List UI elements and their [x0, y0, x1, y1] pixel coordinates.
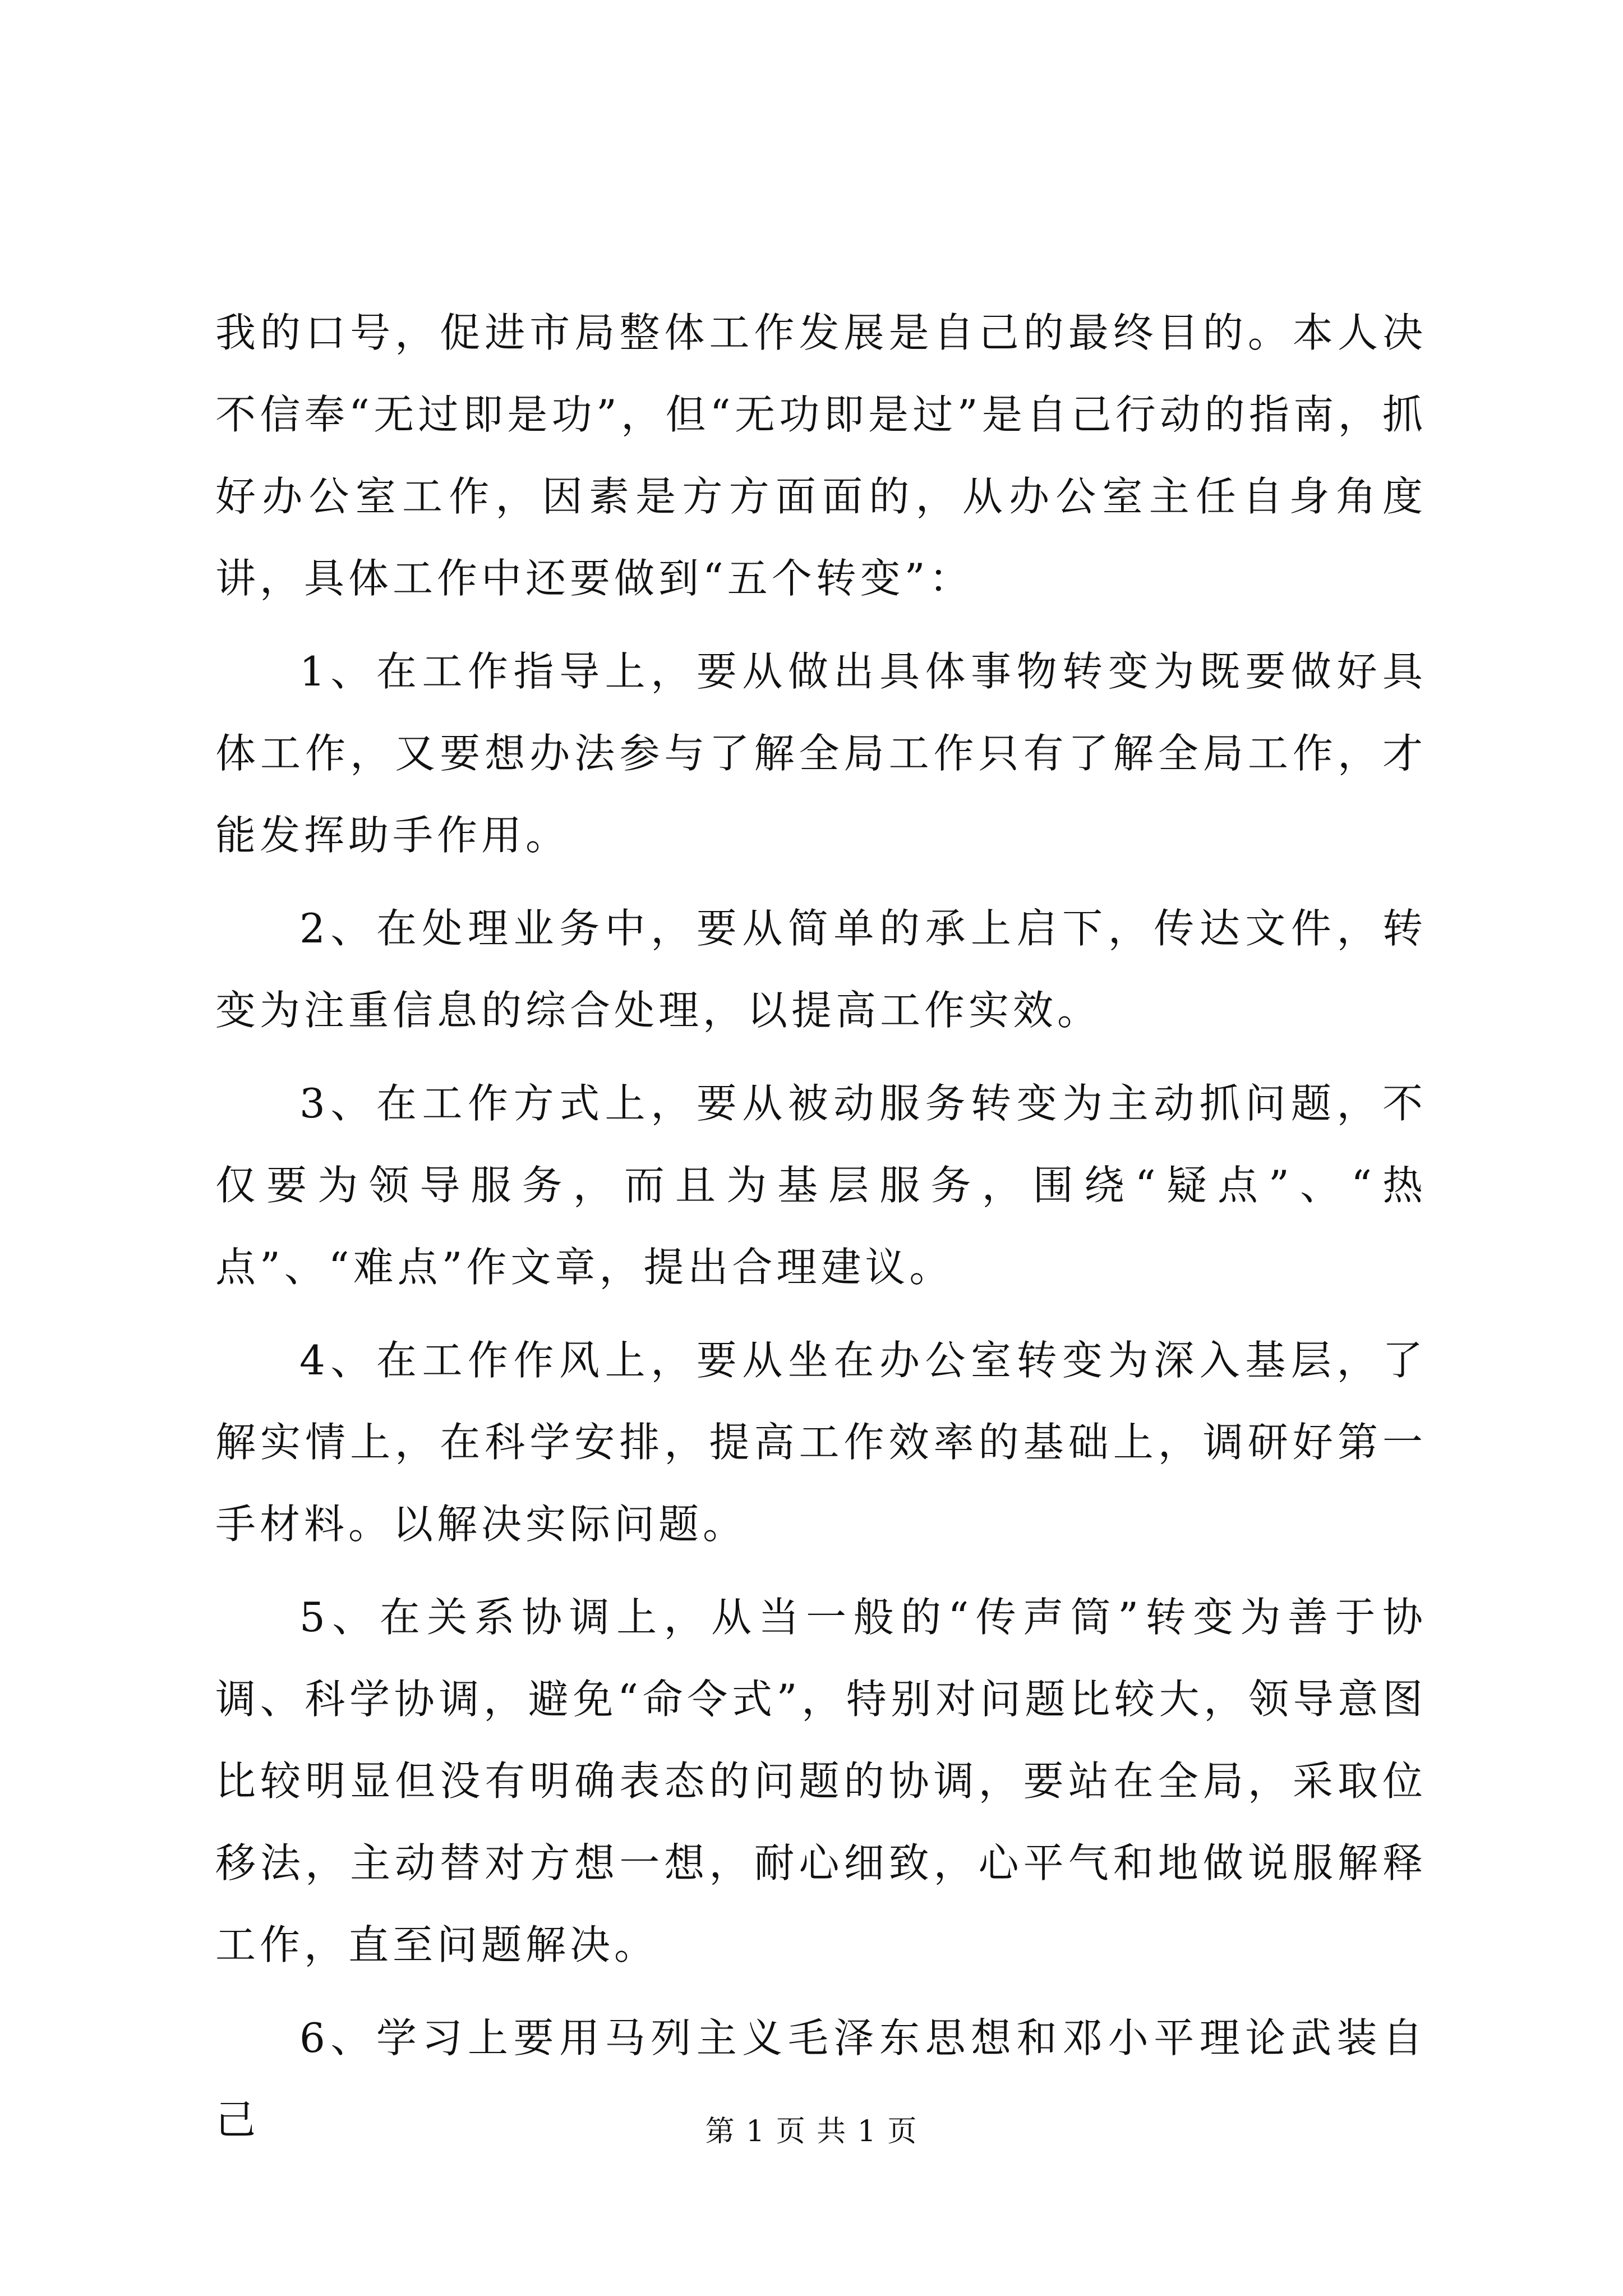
paragraph-item-2: 2、在处理业务中，要从简单的承上启下，传达文件，转变为注重信息的综合处理，以提高工作实效。 — [215, 905, 1427, 1034]
paragraph-item-6: 6、学习上要用马列主义毛泽东思想和邓小平理论武装自己 — [215, 2014, 1427, 2143]
paragraph-item-5: 5、在关系协调上，从当一般的“传声筒”转变为善于协调、科学协调，避免“命令式”，特别对问题比较大，领导意图比较明显但没有明确表态的问题的协调，要站在全局，采取位移法，主动替对方想一想，耐心细致，心平气和地做说服解释工作，直至问题解决。 — [215, 1594, 1427, 1968]
document-body — [215, 292, 1427, 2161]
page-number-footer: 第 1 页 共 1 页 — [705, 2115, 918, 2148]
paragraph-item-3: 3、在工作方式上，要从被动服务转变为主动抓问题，不仅要为领导服务，而且为基层服务，围绕“疑点”、“热点”、“难点”作文章，提出合理建议。 — [215, 1080, 1427, 1291]
paragraph-continuation: 我的口号，促进市局整体工作发展是自己的最终目的。本人决不信奉“无过即是功”，但“无功即是过”是自己行动的指南，抓好办公室工作，因素是方方面面的，从办公室主任自身角度讲，具体工作中还要做到“五个转变”： — [215, 309, 1427, 602]
paragraph-item-1: 1、在工作指导上，要从做出具体事物转变为既要做好具体工作，又要想办法参与了解全局工作只有了解全局工作，才能发挥助手作用。 — [215, 648, 1427, 859]
paragraph-item-4: 4、在工作作风上，要从坐在办公室转变为深入基层，了解实情上，在科学安排，提高工作效率的基础上，调研好第一手材料。以解决实际问题。 — [215, 1337, 1427, 1548]
